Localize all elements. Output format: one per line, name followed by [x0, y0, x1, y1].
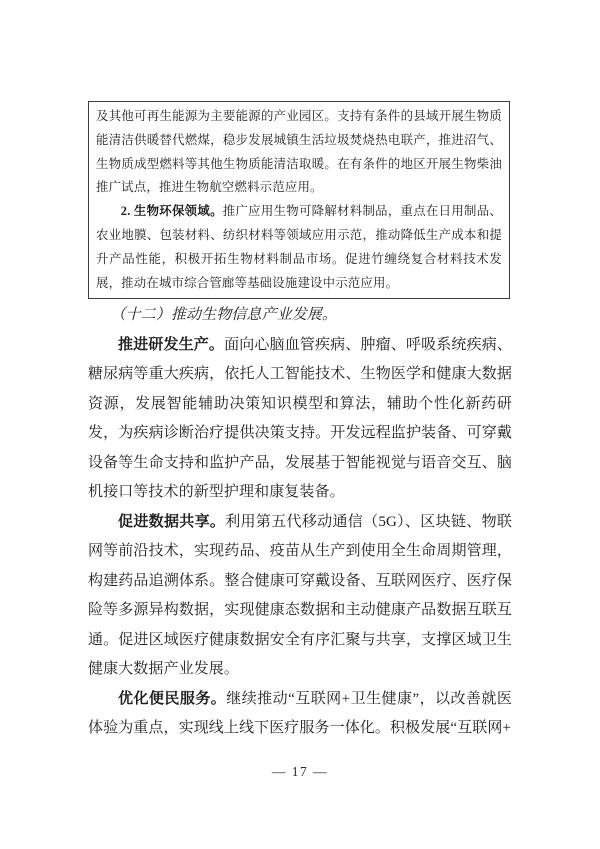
page-content — [88, 101, 512, 744]
box-paragraph-lead: 2. 生物环保领域。 — [120, 204, 223, 219]
paragraph-body: 继续推动“互联网+卫生健康”，以改善就医体验为重点，实现线上线下医疗服务一体化。积极发展“互联网+ — [88, 690, 512, 737]
paragraph-rd-production — [88, 331, 512, 508]
box-paragraph-text: 及其他可再生能源为主要能源的产业园区。支持有条件的县域开展生物质能清洁供暖替代燃煤，稳步发展城镇生活垃圾焚烧热电联产，推进沼气、生物质成型燃料等其他生物质能清洁取暖。在有条件的地区开展生物柴油推广试点，推进生物航空燃料示范应用。 — [96, 109, 502, 195]
paragraph-data-sharing — [88, 508, 512, 685]
paragraph-lead: 促进数据共享。 — [118, 513, 226, 530]
paragraph-convenient-services — [88, 685, 512, 744]
paragraph-body: 面向心脑血管疾病、肿瘤、呼吸系统疾病、糖尿病等重大疾病，依托人工智能技术、生物医学和健康大数据资源，发展智能辅助决策知识模型和算法，辅助个性化新药研发，为疾病诊断治疗提供决策支持。开发远程监护装备、可穿戴设备等生命支持和监护产品，发展基于智能视觉与语音交互、脑机接口等技术的新型护理和康复装备。 — [88, 336, 512, 501]
page-number: — 17 — — [271, 764, 329, 779]
paragraph-lead: 优化便民服务。 — [118, 690, 227, 707]
paragraph-lead: 推进研发生产。 — [118, 336, 225, 353]
paragraph-body: 利用第五代移动通信（5G）、区块链、物联网等前沿技术，实现药品、疫苗从生产到使用全生命周期管理，构建药品追溯体系。整合健康可穿戴设备、互联网医疗、医疗保险等多源异构数据，实现健康态数据和主动健康产品数据互联互通。促进区域医疗健康数据安全有序汇聚与共享，支撑区域卫生健康大数据产业发展。 — [88, 513, 512, 678]
box-paragraph-continued — [96, 105, 502, 200]
section-heading: （十二）推动生物信息产业发展。 — [110, 307, 338, 324]
main-text — [88, 301, 512, 744]
box-paragraph-bioenvironment — [96, 200, 502, 295]
boxed-excerpt — [88, 101, 510, 299]
box-paragraph-body: 推广应用生物可降解材料制品，重点在日用制品、农业地膜、包装材料、纺织材料等领域应用示范，推动降低生产成本和提升产品性能，积极开拓生物材料制品市场。促进竹缠绕复合材料技术发展，推动在城市综合管廊等基础设施建设中示范应用。 — [96, 204, 503, 290]
